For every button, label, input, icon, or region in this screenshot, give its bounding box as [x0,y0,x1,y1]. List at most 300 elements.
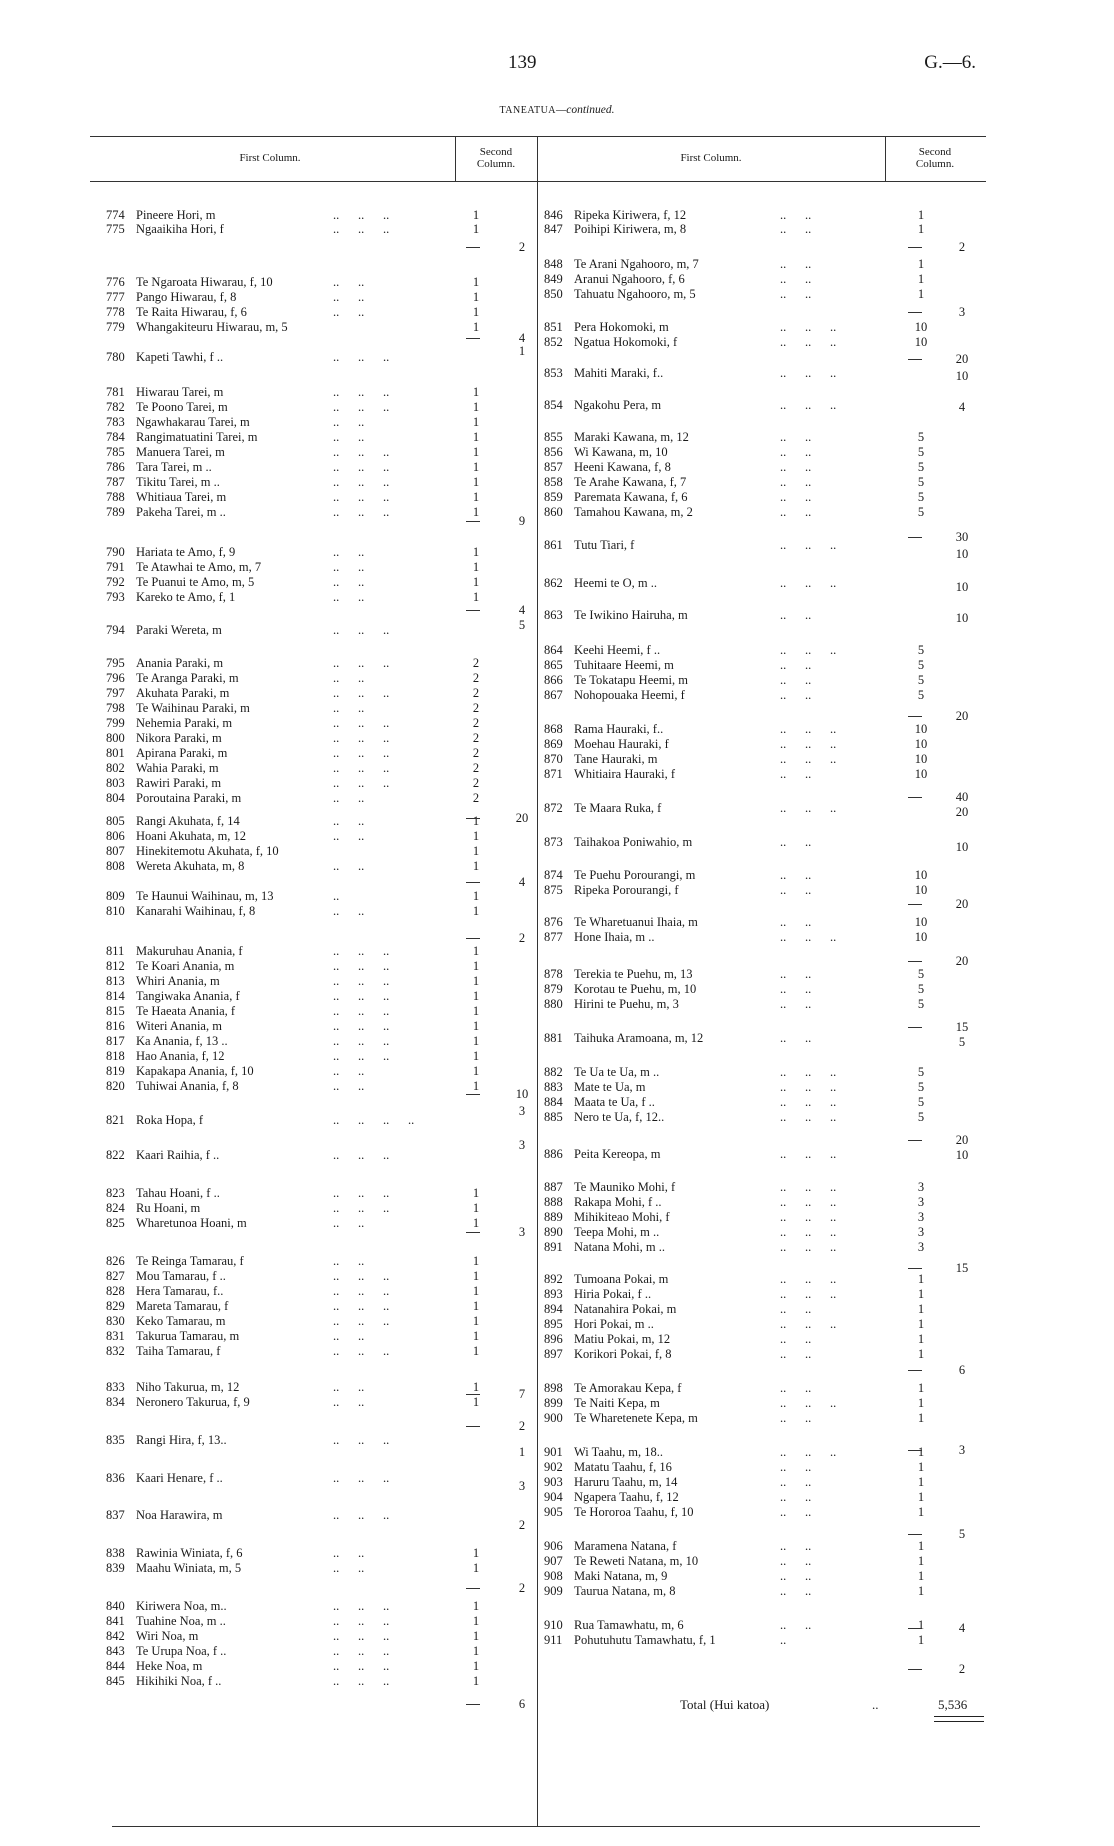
entry-row [544,1381,681,1395]
entry-leader-dots: .. .. [780,1475,812,1489]
entry-leader-dots: .. .. [333,560,365,574]
entry-row [106,686,229,700]
subtotal-rule [466,521,480,522]
entry-name: Rawiri Paraki, m [136,776,222,790]
entry-leader-dots: .. .. .. [333,1299,390,1313]
entry-row [106,1269,226,1283]
entry-name: Mate te Ua, m [574,1080,646,1094]
entry-row [106,305,247,319]
entry-leader-dots: .. .. .. [780,335,837,349]
entry-row [106,445,225,459]
entry-value: 3 [917,1195,925,1209]
entry-row [544,1095,655,1109]
entry-value: 1 [917,257,925,271]
entry-value: 2 [472,701,480,715]
entry-number: 845 [106,1674,125,1688]
entry-leader-dots: .. .. .. [780,1065,837,1079]
subtotal-value: 3 [518,1225,526,1239]
entry-leader-dots: .. .. [333,1329,365,1343]
entry-number: 804 [106,791,125,805]
entry-name: Te Poono Tarei, m [136,400,228,414]
entry-number: 795 [106,656,125,670]
entry-name: Tumoana Pokai, m [574,1272,669,1286]
entry-row [544,1505,694,1519]
entry-number: 903 [544,1475,563,1489]
entry-number: 894 [544,1302,563,1316]
total-dots: .. [872,1697,879,1712]
entry-leader-dots: .. .. .. [333,1674,390,1688]
entry-number: 783 [106,415,125,429]
entry-name: Kaari Henare, f .. [136,1471,223,1485]
entry-value: 2 [472,776,480,790]
entry-row [544,1180,675,1194]
entry-number: 833 [106,1380,125,1394]
entry-name: Te Wharetuanui Ihaia, m [574,915,698,929]
entry-name: Korikori Pokai, f, 8 [574,1347,672,1361]
entry-value: 1 [472,475,480,489]
subtotal-value: 20 [955,805,969,819]
entry-leader-dots: .. [333,889,340,903]
subtotal-value: 15 [955,1261,969,1275]
entry-value: 1 [472,1599,480,1613]
entry-name: Natana Mohi, m .. [574,1240,665,1254]
entry-leader-dots: .. .. .. [333,623,390,637]
section-title-continued: —continued. [556,104,615,116]
entry-leader-dots: .. .. .. [333,1269,390,1283]
entry-leader-dots: .. .. .. [333,208,390,222]
entry-leader-dots: .. .. [333,701,365,715]
entry-leader-dots: .. .. .. [780,398,837,412]
entry-number: 824 [106,1201,125,1215]
entry-row [106,1004,235,1018]
entry-value: 10 [914,752,928,766]
entry-value: 5 [917,643,925,657]
entry-value: 1 [472,305,480,319]
entry-row [106,1299,228,1313]
entry-name: Wiri Noa, m [136,1629,199,1643]
entry-leader-dots: .. .. .. [333,686,390,700]
subtotal-value: 1 [518,1445,526,1459]
entry-number: 785 [106,445,125,459]
entry-name: Wi Taahu, m, 18.. [574,1445,664,1459]
entry-number: 841 [106,1614,125,1628]
entry-row [106,1508,222,1522]
entry-row [106,1629,198,1643]
section-title [0,104,1114,116]
entry-row [106,1216,247,1230]
entry-row [106,761,219,775]
entry-leader-dots: .. .. .. [333,1344,390,1358]
entry-leader-dots: .. .. .. [333,1148,390,1162]
entry-number: 904 [544,1490,563,1504]
entry-leader-dots: .. .. .. [333,1314,390,1328]
entry-leader-dots: .. .. .. [333,716,390,730]
entry-leader-dots: .. .. .. [333,400,390,414]
entry-name: Neronero Takurua, f, 9 [136,1395,250,1409]
entry-value: 1 [472,490,480,504]
entry-name: Anania Paraki, m [136,656,224,670]
entry-number: 797 [106,686,125,700]
entry-leader-dots: .. .. .. [780,1445,837,1459]
subtotal-value: 4 [958,1621,966,1635]
entry-row [544,1539,676,1553]
entry-row [544,1147,660,1161]
entry-row [106,460,212,474]
entry-name: Hiwarau Tarei, m [136,385,224,399]
entry-leader-dots: .. .. [780,1460,812,1474]
entry-value: 1 [472,460,480,474]
table-bottom-rule [112,1826,980,1827]
entry-value: 1 [472,222,480,236]
entry-row [106,1380,239,1394]
entry-value: 5 [917,967,925,981]
entry-name: Te Puanui te Amo, m, 5 [136,575,255,589]
entry-value: 1 [917,1396,925,1410]
entry-value: 1 [917,1505,925,1519]
entry-number: 787 [106,475,125,489]
entry-value: 1 [917,1633,925,1647]
entry-number: 800 [106,731,125,745]
entry-number: 898 [544,1381,563,1395]
entry-leader-dots: .. .. .. [333,1599,390,1613]
entry-number: 852 [544,335,563,349]
entry-row [106,1201,200,1215]
entry-row [106,490,226,504]
entry-leader-dots: .. .. [780,257,812,271]
entry-number: 866 [544,673,563,687]
entry-leader-dots: .. .. [780,1332,812,1346]
entry-value: 1 [472,575,480,589]
entry-number: 899 [544,1396,563,1410]
entry-value: 1 [472,1019,480,1033]
entry-number: 793 [106,590,125,604]
entry-number: 873 [544,835,563,849]
entry-value: 1 [472,1674,480,1688]
entry-row [544,1554,698,1568]
entry-number: 837 [106,1508,125,1522]
entry-number: 869 [544,737,563,751]
subtotal-rule [466,1704,480,1705]
entry-row [106,560,261,574]
entry-number: 799 [106,716,125,730]
entry-leader-dots: .. .. .. [780,576,837,590]
entry-name: Kanarahi Waihinau, f, 8 [136,904,256,918]
entry-name: Rua Tamawhatu, m, 6 [574,1618,684,1632]
entry-leader-dots: .. .. [780,658,812,672]
entry-number: 829 [106,1299,125,1313]
entry-row [544,320,669,334]
entry-leader-dots: .. .. [780,490,812,504]
entry-number: 857 [544,460,563,474]
entry-row [544,272,685,286]
entry-name: Whangakiteuru Hiwarau, m, 5 [136,320,288,334]
subtotal-value: 20 [515,811,529,825]
entry-value: 1 [472,1034,480,1048]
entry-value: 1 [917,1569,925,1583]
entry-leader-dots: .. .. [780,1490,812,1504]
entry-name: Kapakapa Anania, f, 10 [136,1064,254,1078]
entry-value: 5 [917,1080,925,1094]
entry-name: Hone Ihaia, m .. [574,930,655,944]
entry-value: 1 [917,1302,925,1316]
entry-row [106,829,246,843]
entry-leader-dots: .. .. [333,1380,365,1394]
entry-leader-dots: .. .. [780,445,812,459]
subtotal-value: 20 [955,897,969,911]
entry-leader-dots: .. .. [780,287,812,301]
entry-row [106,475,220,489]
entry-leader-dots: .. .. .. [333,746,390,760]
entry-leader-dots: .. .. [780,208,812,222]
entry-value: 1 [917,1317,925,1331]
entry-row [544,1411,698,1425]
subtotal-value: 6 [518,1697,526,1711]
entry-leader-dots: .. .. [333,671,365,685]
entry-leader-dots: .. .. .. [780,538,837,552]
entry-name: Ka Anania, f, 13 .. [136,1034,228,1048]
entry-row [106,1433,227,1447]
entry-number: 897 [544,1347,563,1361]
entry-number: 859 [544,490,563,504]
entry-name: Poihipi Kiriwera, m, 8 [574,222,687,236]
entry-number: 860 [544,505,563,519]
entry-value: 5 [917,997,925,1011]
entry-name: Mou Tamarau, f .. [136,1269,226,1283]
entry-row [544,257,699,271]
entry-value: 10 [914,930,928,944]
entry-value: 2 [472,731,480,745]
entry-number: 875 [544,883,563,897]
entry-name: Pango Hiwarau, f, 8 [136,290,237,304]
entry-number: 786 [106,460,125,474]
entry-number: 871 [544,767,563,781]
entry-leader-dots: .. .. [333,430,365,444]
entry-value: 5 [917,658,925,672]
entry-number: 895 [544,1317,563,1331]
entry-number: 906 [544,1539,563,1553]
entry-row [106,1599,227,1613]
entry-number: 880 [544,997,563,1011]
entry-row [106,1186,220,1200]
entry-number: 847 [544,222,563,236]
entry-number: 826 [106,1254,125,1268]
entry-number: 856 [544,445,563,459]
entry-row [544,1031,703,1045]
subtotal-rule [908,1669,922,1670]
entry-name: Maata te Ua, f .. [574,1095,655,1109]
entry-number: 855 [544,430,563,444]
entry-number: 789 [106,505,125,519]
entry-name: Paremata Kawana, f, 6 [574,490,688,504]
entry-leader-dots: .. .. [780,1554,812,1568]
entry-number: 896 [544,1332,563,1346]
entry-row [544,835,692,849]
entry-value: 1 [472,1344,480,1358]
entry-leader-dots: .. .. .. [780,737,837,751]
entry-row [106,415,250,429]
entry-name: Te Ua te Ua, m .. [574,1065,660,1079]
col-head-first-right: First Column. [680,152,742,164]
entry-name: Takurua Tamarau, m [136,1329,240,1343]
entry-number: 835 [106,1433,125,1447]
entry-leader-dots: .. .. [780,1569,812,1583]
entry-value: 1 [917,1490,925,1504]
entry-number: 886 [544,1147,563,1161]
entry-name: Tuahine Noa, m .. [136,1614,226,1628]
entry-leader-dots: .. .. [780,1031,812,1045]
entry-leader-dots: .. .. .. [780,1180,837,1194]
entry-value: 1 [472,1659,480,1673]
entry-row [106,275,273,289]
entry-leader-dots: .. .. .. [333,490,390,504]
entry-number: 827 [106,1269,125,1283]
entry-leader-dots: .. .. .. [333,1508,390,1522]
entry-leader-dots: .. .. .. [780,1287,837,1301]
entry-name: Te Urupa Noa, f .. [136,1644,227,1658]
entry-value: 1 [472,1546,480,1560]
entry-name: Te Ngaroata Hiwarau, f, 10 [136,275,273,289]
entry-value: 1 [472,290,480,304]
entry-leader-dots: .. .. .. [780,1210,837,1224]
entry-leader-dots: .. .. .. .. [333,1113,415,1127]
entry-value: 1 [472,904,480,918]
entry-row [544,398,661,412]
entry-leader-dots: .. .. [333,1561,365,1575]
entry-leader-dots: .. .. [780,1381,812,1395]
total-double-rule [934,1716,984,1722]
entry-number: 891 [544,1240,563,1254]
subtotal-value: 3 [958,1443,966,1457]
entry-name: Makuruhau Anania, f [136,944,243,958]
subtotal-rule [908,1140,922,1141]
entry-leader-dots: .. .. [780,868,812,882]
entry-name: Heeni Kawana, f, 8 [574,460,671,474]
entry-number: 872 [544,801,563,815]
subtotal-value: 4 [518,603,526,617]
entry-row [106,1079,239,1093]
entry-number: 774 [106,208,125,222]
entry-row [544,222,686,236]
entry-name: Hikihiki Noa, f .. [136,1674,222,1688]
entry-row [106,1254,244,1268]
entry-leader-dots: .. .. .. [333,460,390,474]
entry-leader-dots: .. .. .. [780,366,837,380]
entry-row [544,722,663,736]
entry-row [106,1148,219,1162]
entry-value: 10 [914,320,928,334]
subtotal-rule [908,247,922,248]
subtotal-rule [908,1628,922,1629]
subtotal-rule [466,938,480,939]
subtotal-rule [908,1370,922,1371]
entry-value: 1 [917,1287,925,1301]
entry-row [544,1633,716,1647]
subtotal-rule [908,1027,922,1028]
entry-row [106,1284,223,1298]
entry-name: Hariata te Amo, f, 9 [136,545,236,559]
entry-row [544,967,693,981]
entry-name: Tane Hauraki, m [574,752,658,766]
entry-row [544,538,634,552]
entry-row [106,1674,221,1688]
entry-name: Tuhitaare Heemi, m [574,658,674,672]
entry-name: Moehau Hauraki, f [574,737,669,751]
subtotal-rule [908,904,922,905]
entry-name: Nero te Ua, f, 12.. [574,1110,665,1124]
entry-name: Hiria Pokai, f .. [574,1287,652,1301]
entry-number: 905 [544,1505,563,1519]
entry-number: 908 [544,1569,563,1583]
entry-number: 784 [106,430,125,444]
subtotal-value: 10 [515,1087,529,1101]
entry-row [544,1347,672,1361]
entry-name: Matiu Pokai, m, 12 [574,1332,671,1346]
entry-value: 3 [917,1225,925,1239]
entry-number: 805 [106,814,125,828]
entry-row [106,505,226,519]
total-label: Total (Hui katoa) [680,1697,770,1712]
entry-row [106,989,240,1003]
entry-number: 790 [106,545,125,559]
entry-name: Taihakoa Poniwahio, m [574,835,693,849]
entry-number: 902 [544,1460,563,1474]
subtotal-value: 6 [958,1363,966,1377]
entry-row [106,1034,228,1048]
subtotal-value: 10 [955,369,969,383]
entry-row [544,490,688,504]
entry-leader-dots: .. .. [780,475,812,489]
entry-row [106,350,223,364]
entry-leader-dots: .. .. .. [333,776,390,790]
entry-row [106,1329,239,1343]
subtotal-rule [466,818,480,819]
entry-value: 2 [472,746,480,760]
entry-value: 1 [917,1475,925,1489]
subtotal-value: 20 [955,709,969,723]
subtotal-rule [466,1394,480,1395]
entry-value: 1 [472,1644,480,1658]
entry-value: 5 [917,1065,925,1079]
entry-name: Taiha Tamarau, f [136,1344,221,1358]
entry-value: 1 [472,430,480,444]
entry-number: 776 [106,275,125,289]
entry-name: Poroutaina Paraki, m [136,791,242,805]
entry-leader-dots: .. .. [333,814,365,828]
entry-row [106,1614,226,1628]
entry-number: 900 [544,1411,563,1425]
entry-number: 887 [544,1180,563,1194]
entry-leader-dots: .. .. .. [333,656,390,670]
entry-value: 1 [472,275,480,289]
entry-leader-dots: .. .. .. [333,989,390,1003]
entry-number: 844 [106,1659,125,1673]
entry-value: 1 [917,1539,925,1553]
entry-number: 854 [544,398,563,412]
subtotal-rule [908,537,922,538]
entry-name: Te Atawhai te Amo, m, 7 [136,560,262,574]
entry-leader-dots: .. .. [780,997,812,1011]
entry-row [106,944,243,958]
entry-number: 874 [544,868,563,882]
entry-name: Pineere Hori, m [136,208,216,222]
entry-number: 796 [106,671,125,685]
entry-leader-dots: .. .. [333,290,365,304]
entry-leader-dots: .. .. [333,904,365,918]
subtotal-value: 2 [958,240,966,254]
entry-number: 828 [106,1284,125,1298]
entry-name: Wahia Paraki, m [136,761,219,775]
entry-number: 901 [544,1445,563,1459]
